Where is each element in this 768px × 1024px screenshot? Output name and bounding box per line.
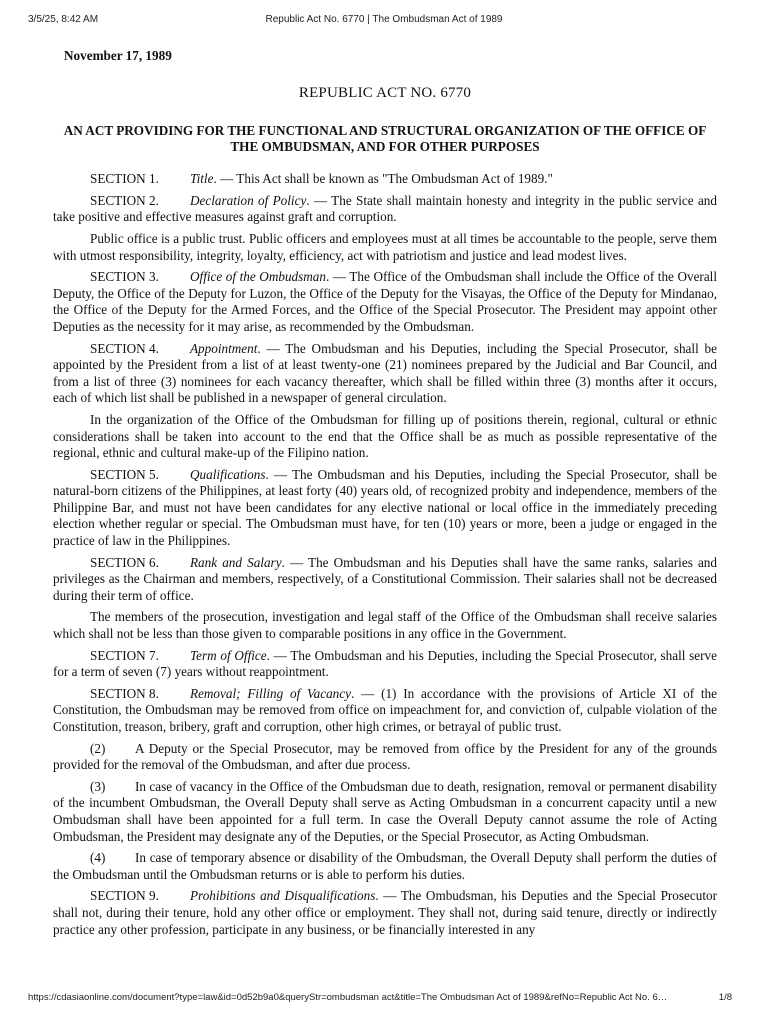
section-heading: Declaration of Policy — [190, 192, 307, 208]
section-heading: Term of Office — [190, 647, 267, 663]
section-text: . — The State shall maintain honesty and integrity in the public service and take positive and effective measures against graft and corruption. — [53, 192, 717, 225]
section-label: SECTION 9. — [90, 888, 159, 904]
document-date: November 17, 1989 — [64, 48, 172, 63]
section-6-paragraph-2: The members of the prosecution, investigation and legal staff of the Office of the Ombudsman shall receive salaries which shall not be less than those given to comparable positions in any office in the Government. — [53, 609, 717, 642]
section-label: SECTION 8. — [90, 685, 159, 701]
item-number: (4) — [90, 850, 106, 866]
section-4 — [53, 341, 717, 407]
item-text: A Deputy or the Special Prosecutor, may be removed from office by the President for any of the grounds provided for the removal of the Ombudsman, and after due process. — [53, 740, 717, 773]
print-page-title: Republic Act No. 6770 | The Ombudsman Act of 1989 — [265, 14, 503, 25]
print-header — [28, 14, 740, 28]
item-text: In case of temporary absence or disability of the Ombudsman, the Overall Deputy shall perform the duties of the Ombudsman until the Ombudsman returns or is able to perform his duties. — [53, 850, 717, 882]
source-url-link[interactable]: https://cdasiaonline.com/document?type=law&id=0d52b9a0&queryStr=ombudsman act&title=The Ombudsman Act of 1989&refNo=Republic Act No. 6… — [28, 992, 668, 1003]
section-text: . — The Office of the Ombudsman shall include the Office of the Overall Deputy, the Office of the Deputy for Luzon, the Office of the Deputy for the Visayas, the Office of the Deputy for Mindanao, the Office of the Deputy for the Armed Forces, and the Office of the Special Prosecutor. The President may appoint other Deputies as the necessity for it may arise, as recommended by the Ombudsman. — [53, 269, 718, 334]
section-label: SECTION 6. — [90, 554, 159, 570]
item-number: (3) — [90, 778, 106, 794]
section-heading: Prohibitions and Disqualifications — [190, 888, 376, 904]
section-heading: Rank and Salary — [190, 554, 282, 570]
section-label: SECTION 3. — [90, 269, 159, 285]
act-number: REPUBLIC ACT NO. 6770 — [298, 84, 472, 101]
section-9 — [53, 888, 717, 938]
section-text: . — This Act shall be known as "The Ombudsman Act of 1989." — [213, 171, 553, 187]
section-8-item-2 — [53, 741, 717, 774]
section-2-paragraph-2: Public office is a public trust. Public officers and employees must at all times be accountable to the people, serve them with utmost responsibility, integrity, loyalty, efficiency, act with patriotism and justice and lead modest lives. — [53, 230, 717, 263]
section-text: . — (1) In accordance with the provisions of Article XI of the Constitution, the Ombudsman may be removed from office on impeachment for, and conviction of, culpable violation of the Constitution, treason, bribery, graft and corruption, other high crimes, or betrayal of public trust. — [53, 685, 718, 734]
section-1 — [53, 171, 717, 188]
section-heading: Office of the Ombudsman — [190, 269, 326, 285]
section-4-paragraph-2: In the organization of the Office of the Ombudsman for filling up of positions therein, regional, cultural or ethnic considerations shall be taken into account to the end that the Office shall be as much as possible representative of the regional, ethnic and cultural make-up of the Filipino nation. — [53, 411, 717, 461]
section-8 — [53, 686, 717, 736]
section-5 — [53, 467, 717, 550]
section-text: . — The Ombudsman and his Deputies, including the Special Prosecutor, shall serve for a term of seven (7) years without reappointment. — [53, 647, 717, 680]
section-8-item-3 — [53, 779, 717, 845]
item-number: (2) — [90, 740, 106, 756]
section-heading: Removal; Filling of Vacancy — [190, 685, 351, 701]
print-timestamp: 3/5/25, 8:42 AM — [28, 14, 99, 25]
section-8-item-4 — [53, 850, 717, 883]
section-label: SECTION 1. — [90, 171, 159, 187]
document-body — [53, 48, 717, 943]
section-3 — [53, 269, 717, 335]
section-7 — [53, 648, 717, 681]
section-label: SECTION 4. — [90, 340, 159, 356]
section-text: . — The Ombudsman, his Deputies and the Special Prosecutor shall not, during their tenure, hold any other office or employment. They shall not, during said tenure, directly or indirectly practice any other profession, participate in any business, or be financially interested in any — [53, 888, 717, 937]
section-heading: Appointment — [190, 340, 258, 356]
print-footer — [28, 992, 740, 1006]
act-title: AN ACT PROVIDING FOR THE FUNCTIONAL AND STRUCTURAL ORGANIZATION OF THE OFFICE OF THE OMBUDSMAN, AND FOR OTHER PURPOSES — [63, 123, 707, 155]
item-text: In case of vacancy in the Office of the Ombudsman due to death, resignation, removal or permanent disability of the incumbent Ombudsman, the Overall Deputy shall serve as Acting Ombudsman in a concurrent capacity until a new Ombudsman shall have been appointed for a full term. In case the Overall Deputy cannot assume the role of Acting Ombudsman, the President may designate any of the Deputies, or the Special Prosecutor, as Acting Ombudsman. — [53, 778, 717, 844]
section-heading: Qualifications — [190, 466, 266, 482]
section-label: SECTION 7. — [90, 647, 159, 663]
section-2 — [53, 193, 717, 226]
section-text: . — The Ombudsman and his Deputies, including the Special Prosecutor, shall be natural-born citizens of the Philippines, at least forty (40) years old, of recognized probity and independence, members of the Philippine Bar, and must not have been candidates for any elective national or local office in the immediately preceding election whether regular or special. The Ombudsman must have, for ten (10) years or more, been a judge or engaged in the practice of law in the Philippines. — [53, 466, 717, 549]
section-6 — [53, 555, 717, 605]
section-label: SECTION 2. — [90, 192, 159, 208]
section-text: . — The Ombudsman and his Deputies shall have the same ranks, salaries and privileges as the Chairman and members, respectively, of a Constitutional Commission. Their salaries shall not be decreased during their term of office. — [53, 554, 717, 603]
section-label: SECTION 5. — [90, 466, 159, 482]
section-heading: Title — [190, 171, 214, 187]
section-list — [53, 171, 717, 938]
section-text: . — The Ombudsman and his Deputies, including the Special Prosecutor, shall be appointed by the President from a list of at least twenty-one (21) nominees prepared by the Judicial and Bar Council, and from a list of three (3) nominees for each vacancy thereafter, which shall be filled within three (3) months after it occurs, each of which list shall be published in a newspaper of general circulation. — [53, 340, 717, 406]
page-counter: 1/8 — [718, 992, 732, 1003]
